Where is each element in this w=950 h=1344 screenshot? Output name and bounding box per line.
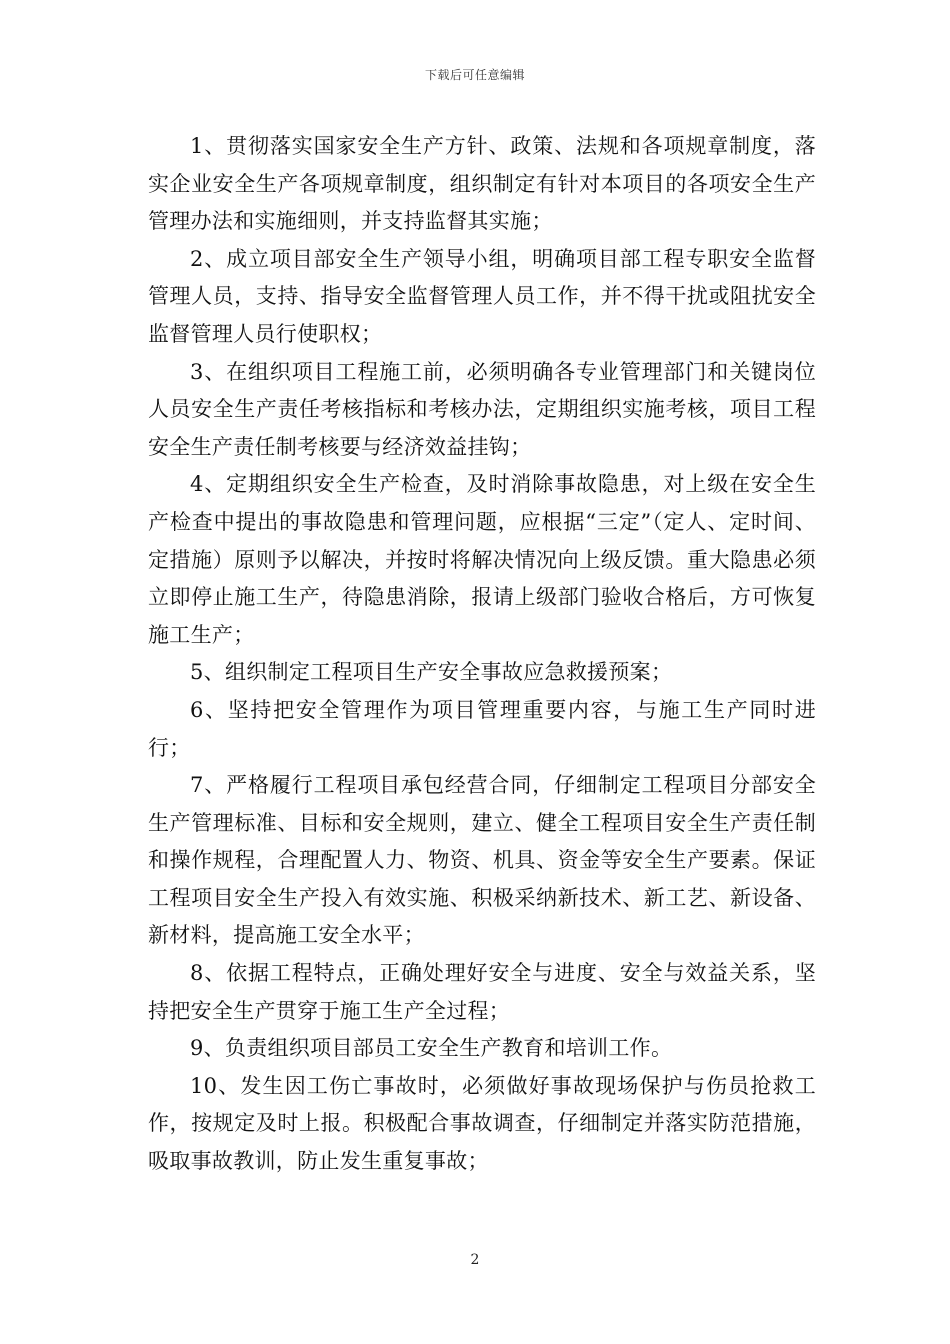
paragraph-item-2: 2、成立项目部安全生产领导小组，明确项目部工程专职安全监督管理人员，支持、指导安全监督管理人员工作，并不得干扰或阻扰安全监督管理人员行使职权； bbox=[148, 246, 816, 346]
paragraph-item-5: 5、组织制定工程项目生产安全事故应急救援预案； bbox=[190, 660, 673, 685]
paragraph-item-3: 3、在组织项目工程施工前，必须明确各专业管理部门和关键岗位人员安全生产责任考核指标和考核办法，定期组织实施考核，项目工程安全生产责任制考核要与经济效益挂钩； bbox=[148, 359, 816, 459]
paragraph-item-6: 6、坚持把安全管理作为项目管理重要内容，与施工生产同时进行； bbox=[148, 697, 816, 760]
paragraph-item-10: 10、发生因工伤亡事故时，必须做好事故现场保护与伤员抢救工作，按规定及时上报。积极配合事故调查，仔细制定并落实防范措施，吸取事故教训，防止发生重复事故； bbox=[148, 1073, 816, 1174]
paragraph-item-7: 7、严格履行工程项目承包经营合同，仔细制定工程项目分部安全生产管理标准、目标和安全规则，建立、健全工程项目安全生产责任制和操作规程，合理配置人力、物资、机具、资金等安全生产要素。保证工程项目安全生产投入有效实施、积极采纳新技术、新工艺、新设备、新材料，提高施工安全水平； bbox=[148, 773, 816, 948]
paragraph-item-8: 8、依据工程特点，正确处理好安全与进度、安全与效益关系，坚持把安全生产贯穿于施工生产全过程； bbox=[148, 961, 816, 1023]
paragraph-item-9: 9、负责组织项目部员工安全生产教育和培训工作。 bbox=[190, 1036, 673, 1061]
paragraph-item-4: 4、定期组织安全生产检查，及时消除事故隐患，对上级在安全生产检查中提出的事故隐患和管理问题，应根据“三定”（定人、定时间、定措施）原则予以解决，并按时将解决情况向上级反馈。重大隐患必须立即停止施工生产，待隐患消除，报请上级部门验收合格后，方可恢复施工生产； bbox=[148, 472, 816, 647]
document-body bbox=[148, 128, 816, 1181]
paragraph-item-1: 1、贯彻落实国家安全生产方针、政策、法规和各项规章制度，落实企业安全生产各项规章制度，组织制定有针对本项目的各项安全生产管理办法和实施细则，并支持监督其实施； bbox=[148, 134, 816, 234]
page-header: 下载后可任意编辑 bbox=[424, 68, 525, 82]
page-number: 2 bbox=[470, 1252, 480, 1268]
